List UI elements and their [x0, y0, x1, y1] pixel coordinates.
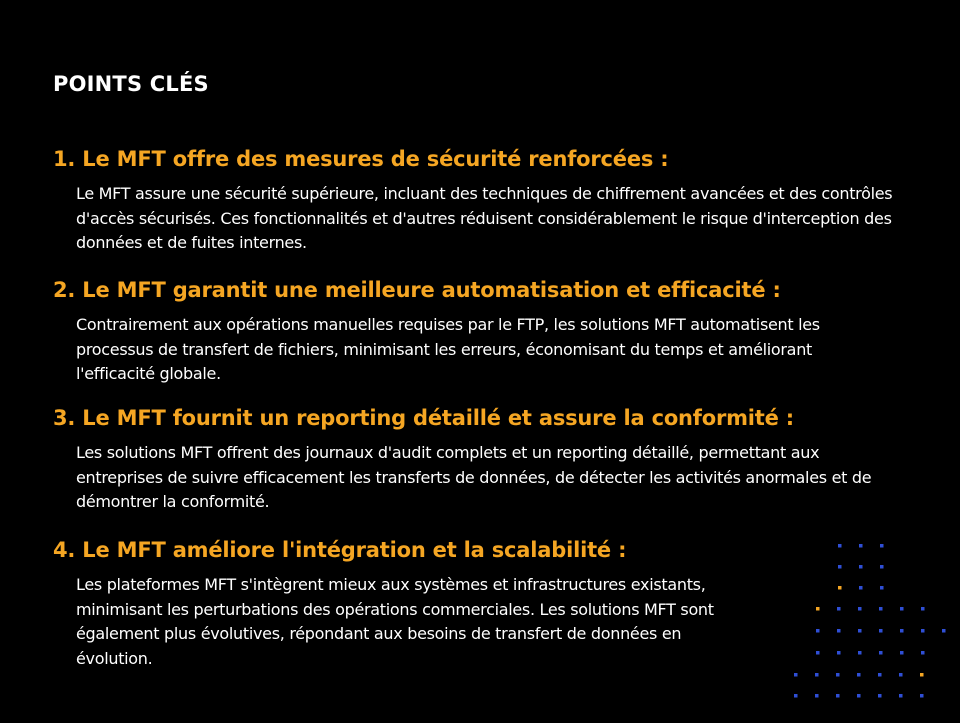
decorative-dot	[921, 651, 925, 655]
key-point-2	[53, 276, 893, 387]
decorative-dot	[900, 629, 904, 633]
decorative-dot	[878, 673, 882, 677]
decorative-dot	[920, 673, 924, 677]
decorative-dot	[815, 673, 819, 677]
key-point-heading: 2. Le MFT garantit une meilleure automatisation et efficacité :	[53, 278, 781, 302]
decorative-dot	[900, 651, 904, 655]
key-point-heading: 4. Le MFT améliore l'intégration et la scalabilité :	[53, 538, 627, 562]
decorative-dot	[857, 673, 861, 677]
decorative-dot	[899, 673, 903, 677]
key-point-body: Les solutions MFT offrent des journaux d'audit complets et un reporting détaillé, permettant aux entreprises de suivre efficacement les transferts de données, de détecter les activités anormales et de démontrer la conformité.	[76, 443, 872, 511]
page-title: POINTS CLÉS	[53, 72, 209, 96]
decorative-dot	[921, 629, 925, 633]
key-point-1	[53, 145, 893, 256]
key-point-heading: 3. Le MFT fournit un reporting détaillé et assure la conformité :	[53, 406, 794, 430]
decorative-dot	[942, 629, 946, 633]
key-point-3	[53, 404, 893, 515]
key-point-body: Le MFT assure une sécurité supérieure, incluant des techniques de chiffrement avancées et des contrôles d'accès sécurisés. Ces fonctionnalités et d'autres réduisent considérablement le risque d'interception des données et de fuites internes.	[76, 184, 893, 252]
decorative-dot	[815, 694, 819, 698]
decorative-dot	[794, 694, 798, 698]
decorative-dot	[899, 694, 903, 698]
decorative-dot	[878, 694, 882, 698]
decorative-dot	[857, 694, 861, 698]
decorative-dot	[836, 694, 840, 698]
key-point-body: Les plateformes MFT s'intègrent mieux aux systèmes et infrastructures existants, minimisant les perturbations des opérations commerciales. Les solutions MFT sont également plus évolutives, répondant aux besoins de transfert de données en évolution.	[76, 575, 714, 668]
decorative-dot	[920, 694, 924, 698]
key-point-4	[53, 536, 893, 671]
key-point-body: Contrairement aux opérations manuelles requises par le FTP, les solutions MFT automatisent les processus de transfert de fichiers, minimisant les erreurs, économisant du temps et améliorant l'efficacité globale.	[76, 315, 820, 383]
decorative-dot	[836, 673, 840, 677]
decorative-dot	[794, 673, 798, 677]
key-point-heading: 1. Le MFT offre des mesures de sécurité renforcées :	[53, 147, 669, 171]
decorative-dot	[921, 607, 925, 611]
decorative-dot	[900, 607, 904, 611]
